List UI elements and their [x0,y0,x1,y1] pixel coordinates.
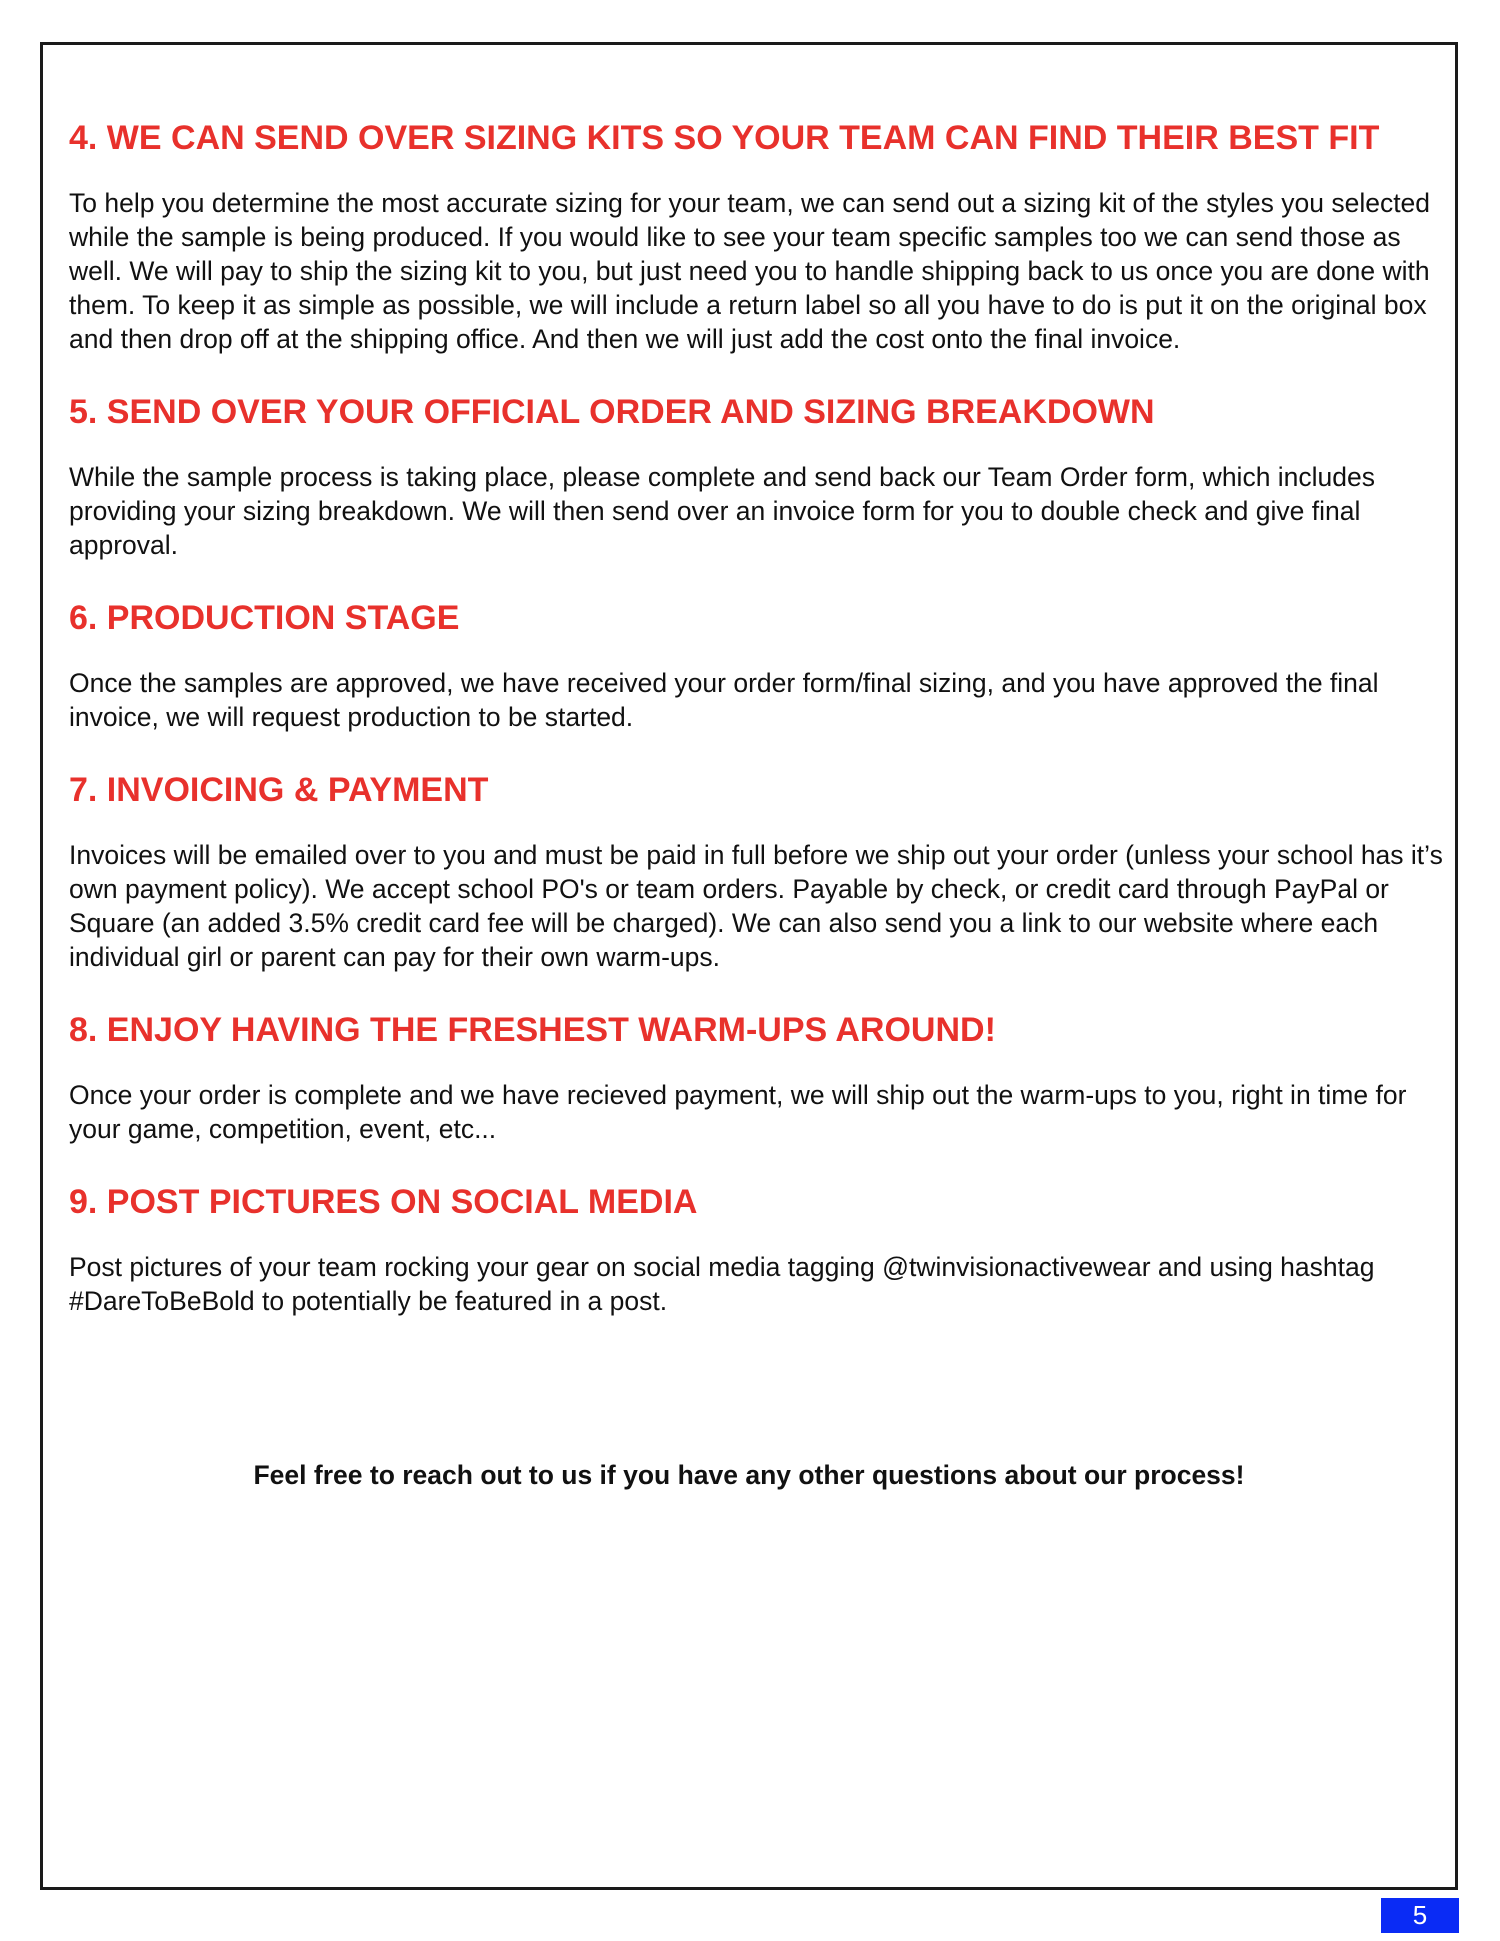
section-heading: 8. ENJOY HAVING THE FRESHEST WARM-UPS AROUND! [69,1011,996,1049]
section-body: Invoices will be emailed over to you and must be paid in full before we ship out your order (unless your school has it’s own payment policy). We accept school PO's or team orders. Payable by check, or credit card through PayPal or Square (an added 3.5% credit card fee will be charged). We can also send you a link to our website where each individual girl or parent can pay for their own warm-ups. [69,840,1443,972]
section-enjoy-warmups [69,1010,1447,1146]
section-heading: 6. PRODUCTION STAGE [69,599,460,637]
section-social-media [69,1182,1447,1318]
section-body: Once the samples are approved, we have received your order form/final sizing, and you have approved the final invoice, we will request production to be started. [69,668,1379,732]
section-invoicing-payment [69,770,1447,974]
section-body: While the sample process is taking place, please complete and send back our Team Order form, which includes providing your sizing breakdown. We will then send over an invoice form for you to double check and give final approval. [69,462,1376,560]
section-body: Post pictures of your team rocking your gear on social media tagging @twinvisionactivewear and using hashtag #DareToBeBold to potentially be featured in a post. [69,1252,1375,1316]
section-heading: 5. SEND OVER YOUR OFFICIAL ORDER AND SIZING BREAKDOWN [69,393,1155,431]
closing-note: Feel free to reach out to us if you have any other questions about our process! [253,1460,1245,1490]
section-body: To help you determine the most accurate sizing for your team, we can send out a sizing kit of the styles you selected while the sample is being produced. If you would like to see your team specific samples too we can send those as well. We will pay to ship the sizing kit to you, but just need you to handle shipping back to us once you are done with them. To keep it as simple as possible, we will include a return label so all you have to do is put it on the original box and then drop off at the shipping office. And then we will just add the cost onto the final invoice. [69,188,1431,354]
section-official-order [69,392,1447,562]
section-body: Once your order is complete and we have recieved payment, we will ship out the warm-ups to you, right in time for your game, competition, event, etc... [69,1080,1407,1144]
section-sizing-kits [69,118,1447,356]
page-number-badge: 5 [1381,1898,1459,1933]
section-heading: 4. WE CAN SEND OVER SIZING KITS SO YOUR TEAM CAN FIND THEIR BEST FIT [69,119,1380,157]
section-heading: 9. POST PICTURES ON SOCIAL MEDIA [69,1183,698,1221]
section-production-stage [69,598,1447,734]
section-heading: 7. INVOICING & PAYMENT [69,771,489,809]
page-content [69,118,1447,1354]
